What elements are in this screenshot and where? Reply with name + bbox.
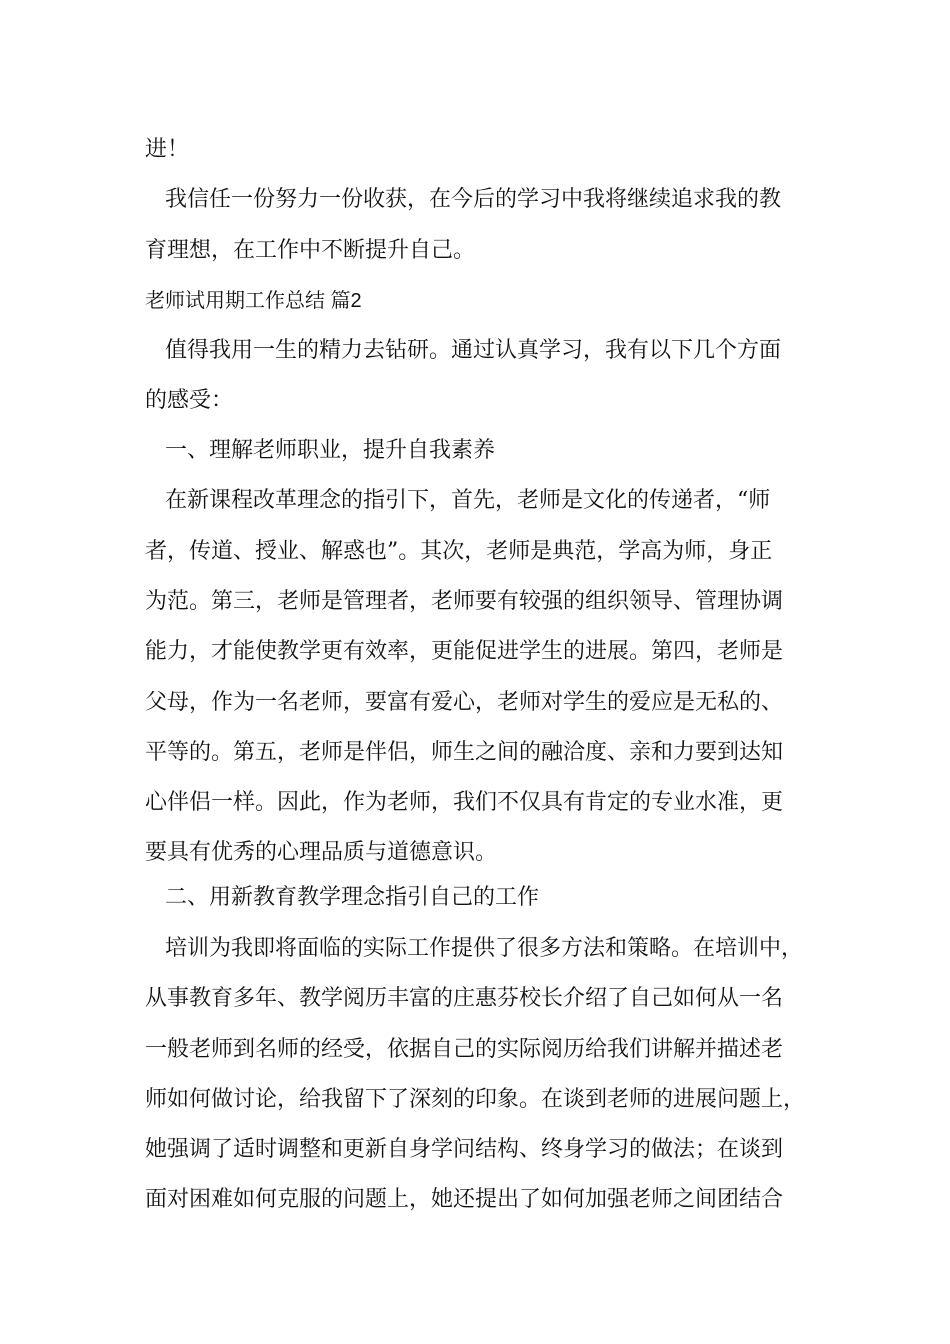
text-line: 能力，才能使教学更有效率，更能促进学生的进展。第四，老师是 [145, 639, 784, 664]
text-line: 面对困难如何克服的问题上，她还提出了如何加强老师之间团结合 [145, 1187, 784, 1212]
text-line: 者，传道、授业、解惑也”。其次，老师是典范，学高为师，身正 [145, 539, 773, 564]
text-line: 父母，作为一名老师，要富有爱心，老师对学生的爱应是无私的、 [145, 690, 784, 715]
text-line: 平等的。第五，老师是伴侣，师生之间的融洽度、亲和力要到达知 [145, 740, 784, 765]
text-line: 育理想，在工作中不断提升自己。 [145, 238, 476, 263]
text-line: 从事教育多年、教学阅历丰富的庄惠芬校长介绍了自己如何从一名 [145, 986, 784, 1011]
text-line: 的感受： [145, 388, 234, 413]
text-line: 为范。第三，老师是管理者，老师要有较强的组织领导、管理协调 [145, 589, 784, 614]
text-line: 师如何做讨论，给我留下了深刻的印象。在谈到老师的进展问题上， [145, 1087, 806, 1112]
text-line: 我信任一份努力一份收获，在今后的学习中我将继续追求我的教 [165, 187, 782, 212]
text-line: 要具有优秀的心理品质与道德意识。 [145, 840, 498, 865]
text-line: 值得我用一生的精力去钻研。通过认真学习，我有以下几个方面 [165, 338, 782, 363]
text-line: 她强调了适时调整和更新自身学问结构、终身学习的做法；在谈到 [145, 1137, 784, 1162]
subheading: 二、用新教育教学理念指引自己的工作 [165, 885, 540, 910]
text-line: 培训为我即将面临的实际工作提供了很多方法和策略。在培训中， [165, 936, 804, 961]
section-title: 老师试用期工作总结 篇2 [145, 290, 362, 312]
text-line: 一般老师到名师的经受，依据自己的实际阅历给我们讲解并描述老 [145, 1037, 784, 1062]
text-line: 进！ [145, 137, 190, 162]
text-line: 在新课程改革理念的指引下，首先，老师是文化的传递者，“师 [165, 488, 771, 513]
subheading: 一、理解老师职业，提升自我素养 [165, 438, 496, 463]
text-line: 心伴侣一样。因此，作为老师，我们不仅具有肯定的专业水准，更 [145, 790, 784, 815]
